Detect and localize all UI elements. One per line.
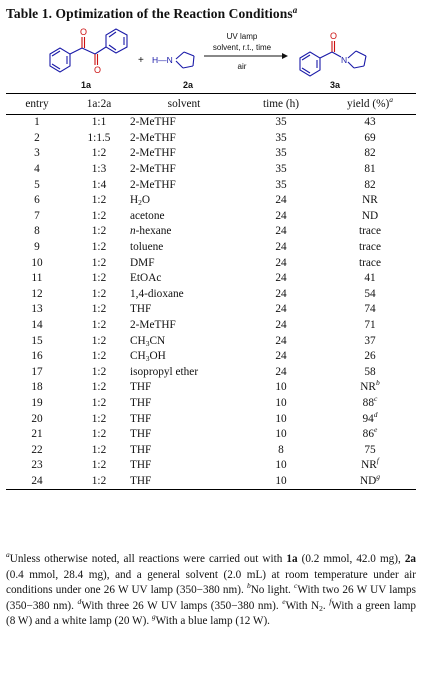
- cell-yield: [324, 471, 416, 490]
- footnote-c-text: With two 26 W UV lamps (350−380 nm).: [6, 584, 416, 612]
- arrow-head-icon: [282, 53, 288, 59]
- cell-entry: 17: [31, 365, 43, 378]
- cell-solvent: 2-MeTHF: [130, 131, 176, 144]
- cell-entry: 9: [34, 241, 40, 254]
- cell-entry: 4: [34, 163, 40, 176]
- cell-time: 10: [238, 474, 324, 490]
- cell-yield: [324, 380, 416, 396]
- cell-entry: 19: [31, 396, 43, 409]
- cell-time: 24: [275, 194, 287, 207]
- cell-entry: 8: [34, 225, 40, 238]
- table-row: [6, 458, 416, 474]
- cell-time: 35: [275, 178, 287, 191]
- cell-time: 24: [275, 319, 287, 332]
- cell-ratio: 1:2: [91, 272, 107, 285]
- cell-entry: 23: [31, 459, 43, 472]
- footnote-c-mark: c: [294, 581, 298, 591]
- cell-yield: [324, 411, 416, 427]
- table-row: [6, 411, 416, 427]
- footnote-a-text: Unless otherwise noted, all reactions were carried out with: [9, 553, 287, 565]
- table-row: [6, 115, 416, 131]
- cell-time: 10: [275, 396, 287, 409]
- yield-value: NR: [360, 381, 376, 394]
- cell-time: 24: [275, 334, 287, 347]
- cell-solvent: THF: [130, 381, 152, 394]
- cell-solvent: isopropyl ether: [130, 365, 199, 378]
- cell-solvent: THF: [130, 459, 152, 472]
- header-ratio: 1a:2a: [68, 94, 130, 115]
- footnote-b-mark: b: [246, 581, 251, 591]
- header-solvent: solvent: [130, 94, 238, 115]
- optimization-table: [6, 93, 416, 490]
- footnote-e-text: With N: [285, 599, 320, 612]
- cell-yield: [324, 442, 416, 458]
- product-nitrogen-atom: N: [341, 55, 348, 65]
- cell-ratio: 1:2: [91, 194, 107, 207]
- cell-solvent: toluene: [130, 241, 164, 254]
- product-structure: [300, 41, 366, 76]
- cell-entry: 11: [31, 272, 43, 285]
- yield-value: 54: [364, 287, 376, 300]
- cell-yield: [324, 115, 416, 131]
- cell-solvent: 2-MeTHF: [130, 116, 176, 129]
- footnote-e-subscript: 2: [319, 603, 323, 613]
- reactant-2-label: 2a: [183, 80, 194, 90]
- cell-entry: 22: [31, 443, 43, 456]
- cell-ratio: 1:2: [91, 147, 107, 160]
- cell-time: 10: [275, 428, 287, 441]
- cell-time: 24: [275, 225, 287, 238]
- yield-footnote-mark: c: [373, 393, 378, 403]
- table-row: [6, 442, 416, 458]
- yield-value: NR: [362, 194, 378, 207]
- cell-solvent: $CH_3OH$: [130, 350, 166, 364]
- cell-yield: [324, 458, 416, 474]
- cell-time: 10: [275, 381, 287, 394]
- table-row: [6, 271, 416, 287]
- footnote-a-mark: a: [6, 550, 10, 559]
- cell-ratio: 1:2: [91, 365, 107, 378]
- table-row: [6, 131, 416, 147]
- table-row: [6, 427, 416, 443]
- yield-value: trace: [359, 225, 381, 238]
- cell-yield: [324, 240, 416, 256]
- table-title: [6, 6, 297, 22]
- cell-ratio: 1:4: [91, 178, 107, 191]
- product-label: 3a: [330, 80, 341, 90]
- cell-ratio: 1:2: [91, 241, 107, 254]
- yield-value: 82: [364, 178, 376, 191]
- yield-value: 75: [364, 443, 376, 456]
- reactant-1-label: 1a: [81, 80, 92, 90]
- cell-time: 24: [275, 350, 287, 363]
- cell-ratio: 1:2: [91, 381, 107, 394]
- cell-time: 24: [275, 287, 287, 300]
- cell-yield: [324, 318, 416, 334]
- table-row: [6, 209, 416, 225]
- cell-solvent: THF: [130, 412, 152, 425]
- cell-time: 24: [275, 365, 287, 378]
- cell-solvent: THF: [130, 303, 152, 316]
- footnote-g-text: With a blue lamp (12 W).: [155, 615, 270, 628]
- header-yield-text: yield (%): [346, 98, 390, 110]
- cell-yield: [324, 333, 416, 349]
- yield-value: 58: [364, 365, 376, 378]
- cell-time: 10: [275, 412, 287, 425]
- cell-yield: [324, 349, 416, 365]
- cell-yield: [324, 193, 416, 209]
- cell-entry: 18: [31, 381, 43, 394]
- arrow-top-text: UV lamp: [226, 32, 258, 41]
- cell-time: 10: [275, 459, 287, 472]
- cell-solvent: 2-MeTHF: [130, 319, 176, 332]
- cell-ratio: 1:2: [91, 256, 107, 269]
- yield-value: ND: [359, 474, 377, 487]
- footnote-e-text-2: .: [322, 599, 330, 612]
- cell-solvent: $H_2O$: [130, 194, 151, 208]
- cell-yield: [324, 302, 416, 318]
- table-header-row: [6, 94, 416, 115]
- table-row: [6, 287, 416, 303]
- cell-solvent: DMF: [130, 256, 155, 269]
- table-title-text: Table 1. Optimization of the Reaction Conditions: [6, 6, 293, 21]
- cell-time: 24: [275, 256, 287, 269]
- table-row: [6, 177, 416, 193]
- cell-ratio: 1:2: [91, 319, 107, 332]
- cell-ratio: 1:2: [91, 334, 107, 347]
- cell-time: 24: [275, 241, 287, 254]
- table-row: [6, 365, 416, 381]
- cell-yield: [324, 365, 416, 381]
- yield-value: NR: [361, 459, 377, 472]
- cell-solvent: THF: [130, 443, 152, 456]
- footnote-a-text-2: (0.2 mmol, 42.0 mg),: [297, 553, 405, 565]
- cell-entry: 1: [34, 116, 40, 129]
- header-time: time (h): [238, 94, 324, 115]
- yield-value: trace: [359, 256, 381, 269]
- cell-ratio: 1:2: [91, 225, 107, 238]
- yield-value: 69: [364, 131, 376, 144]
- header-yield-note: a: [389, 95, 394, 104]
- cell-ratio: 1:3: [91, 163, 107, 176]
- yield-value: 94: [362, 412, 374, 425]
- cell-solvent: acetone: [130, 209, 165, 222]
- table-row: [6, 349, 416, 365]
- cell-solvent: 1,4-dioxane: [130, 287, 184, 300]
- yield-value: 41: [364, 272, 376, 285]
- yield-value: trace: [359, 241, 381, 254]
- cell-time: 35: [275, 147, 287, 160]
- cell-ratio: 1:2: [91, 350, 107, 363]
- cell-ratio: 1:2: [91, 209, 107, 222]
- cell-yield: [324, 427, 416, 443]
- pyrrolidine-structure: [176, 52, 194, 68]
- cell-yield: [324, 131, 416, 147]
- yield-value: 81: [364, 163, 376, 176]
- cell-yield: [324, 177, 416, 193]
- cell-solvent: 2-MeTHF: [130, 147, 176, 160]
- cell-time: 24: [275, 303, 287, 316]
- footnote-g-mark: g: [151, 612, 156, 622]
- table-row: [6, 240, 416, 256]
- cell-entry: 24: [6, 474, 68, 490]
- yield-value: 71: [364, 319, 376, 332]
- yield-footnote-mark: d: [373, 409, 378, 419]
- cell-ratio: 1:1: [91, 116, 107, 129]
- cell-entry: 3: [34, 147, 40, 160]
- table-body: [6, 115, 416, 490]
- cell-yield: [324, 271, 416, 287]
- cell-entry: 2: [34, 131, 40, 144]
- cell-ratio: 1:2: [91, 287, 107, 300]
- yield-value: 88: [362, 396, 374, 409]
- yield-value: 82: [364, 147, 376, 160]
- footnote-d-mark: d: [77, 596, 82, 606]
- footnote-d-text: With three 26 W UV lamps (350−380 nm).: [81, 599, 283, 612]
- table-row: [6, 255, 416, 271]
- yield-value: ND: [361, 209, 379, 222]
- cell-entry: 13: [31, 303, 43, 316]
- cell-entry: 14: [31, 319, 43, 332]
- amine-text: H—N: [152, 55, 173, 65]
- cell-ratio: 1:2: [91, 303, 107, 316]
- cell-ratio: 1:2: [91, 396, 107, 409]
- table-row: [6, 318, 416, 334]
- title-footnote-mark: a: [292, 5, 298, 15]
- benzil-structure: [50, 29, 127, 72]
- header-entry: entry: [6, 94, 68, 115]
- cell-yield: [324, 146, 416, 162]
- oxygen-atom-2: O: [94, 65, 102, 75]
- yield-footnote-mark: b: [375, 378, 380, 388]
- cell-ratio: 1:1.5: [87, 131, 111, 144]
- cell-ratio: 1:2: [91, 412, 107, 425]
- table-row: [6, 333, 416, 349]
- cell-entry: 16: [31, 350, 43, 363]
- cell-solvent: EtOAc: [130, 272, 162, 285]
- table-row: [6, 193, 416, 209]
- cell-ratio: 1:2: [91, 443, 107, 456]
- cell-entry: 10: [31, 256, 43, 269]
- product-oxygen-atom: O: [330, 31, 338, 41]
- cell-entry: 12: [31, 287, 43, 300]
- footnote-f-text: With a green lamp (8 W) and a white lamp (20 W).: [6, 599, 416, 628]
- cell-yield: [324, 162, 416, 178]
- yield-footnote-mark: e: [373, 425, 378, 435]
- yield-value: 26: [364, 350, 376, 363]
- cell-time: 35: [275, 163, 287, 176]
- header-yield: [324, 94, 416, 115]
- cell-solvent: 2-MeTHF: [130, 178, 176, 191]
- cell-solvent: $CH_3CN$: [130, 334, 166, 348]
- yield-value: 74: [364, 303, 376, 316]
- footnotes: [6, 552, 416, 630]
- cell-time: 24: [275, 209, 287, 222]
- cell-yield: [324, 393, 416, 412]
- cell-time: 35: [275, 116, 287, 129]
- cell-entry: 21: [31, 428, 43, 441]
- arrow-bottom-text: air: [237, 62, 247, 71]
- yield-value: 37: [364, 334, 376, 347]
- table-row: [6, 474, 416, 490]
- plus-sign: +: [138, 55, 144, 66]
- cell-entry: 5: [34, 178, 40, 191]
- arrow-mid-text: solvent, r.t., time: [212, 43, 272, 52]
- cell-solvent: 2-MeTHF: [130, 163, 176, 176]
- cell-ratio: 1:2: [91, 459, 107, 472]
- cell-solvent: THF: [130, 474, 238, 490]
- cell-yield: [324, 287, 416, 303]
- table-row: [6, 146, 416, 162]
- cell-time: 8: [278, 443, 284, 456]
- yield-value: 43: [364, 116, 376, 129]
- cell-time: 35: [275, 131, 287, 144]
- table-row: [6, 396, 416, 412]
- footnote-b-text: No light.: [250, 584, 295, 597]
- footnote-a-compound-2a: 2a: [404, 553, 417, 565]
- cell-yield: [324, 255, 416, 271]
- footnote-f-mark: f: [329, 596, 332, 606]
- cell-entry: 6: [34, 194, 40, 207]
- table-row: [6, 162, 416, 178]
- reaction-scheme: [0, 26, 422, 94]
- cell-entry: 20: [31, 412, 43, 425]
- yield-footnote-mark: g: [376, 471, 381, 481]
- yield-value: 86: [362, 428, 374, 441]
- footnote-a-compound-1a: 1a: [286, 553, 298, 565]
- cell-ratio: 1:2: [91, 428, 107, 441]
- cell-entry: 15: [31, 334, 43, 347]
- cell-solvent: n-hexane: [130, 225, 172, 238]
- cell-yield: [324, 209, 416, 225]
- cell-yield: [324, 224, 416, 240]
- yield-footnote-mark: f: [376, 456, 379, 466]
- cell-solvent: THF: [130, 396, 152, 409]
- footnote-a-text-3: (0.4 mmol, 28.4 mg), and a general solvent (2.0 mL) at room temperature under air conditions under one 26 W UV lamp (350−380 nm).: [6, 568, 416, 597]
- cell-solvent: THF: [130, 428, 152, 441]
- table-row: [6, 302, 416, 318]
- oxygen-atom-1: O: [80, 27, 88, 37]
- cell-ratio: 1:2: [68, 474, 130, 490]
- cell-entry: 7: [34, 209, 40, 222]
- footnote-e-mark: e: [282, 596, 286, 606]
- cell-time: 24: [275, 272, 287, 285]
- table-row: [6, 380, 416, 396]
- table-row: [6, 224, 416, 240]
